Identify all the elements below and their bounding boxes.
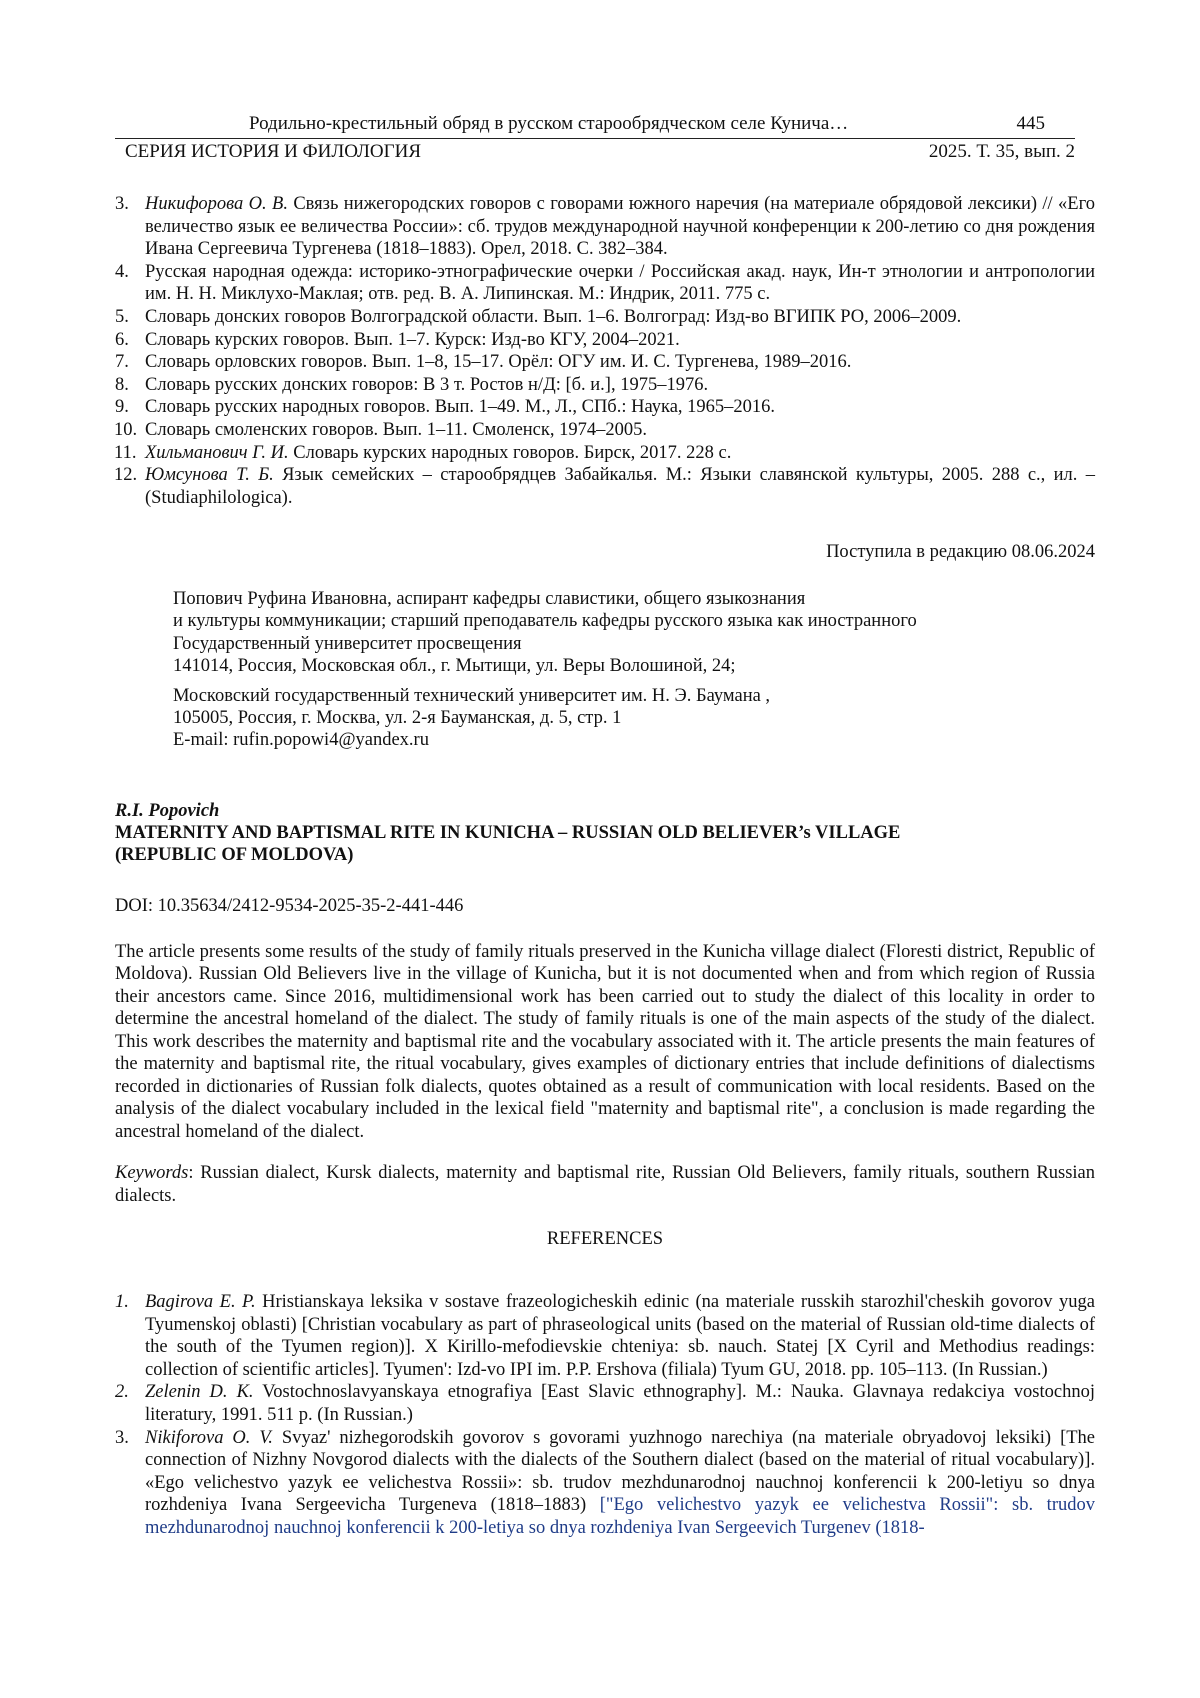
running-title: Родильно-крестильный обряд в русском старообрядческом селе Кунича… xyxy=(249,113,849,134)
reference-text: Словарь донских говоров Волгоградской области. Вып. 1–6. Волгоград: Изд-во ВГИПК РО, 2006–2009. xyxy=(145,306,962,327)
references-heading: REFERENCES xyxy=(546,1229,664,1250)
english-author: R.I. Popovich xyxy=(115,801,220,821)
reference-item xyxy=(115,306,1095,329)
reference-text: Язык семейских – старообрядцев Забайкалья. М.: Языки славянской культуры, 2005. 288 с., ил. – (Studiaphilologica). xyxy=(145,465,1095,508)
english-summary xyxy=(115,800,1095,1250)
reference-list-en xyxy=(115,1291,1095,1540)
journal-volume: 2025. Т. 35, вып. 2 xyxy=(928,141,1075,162)
english-title-line: (REPUBLIC OF MOLDOVA) xyxy=(115,845,354,866)
author-info-line: 141014, Россия, Московская обл., г. Мытищи, ул. Веры Волошиной, 24; xyxy=(173,656,736,677)
reference-text: Словарь курских народных говоров. Бирск, 2017. 228 с. xyxy=(288,442,732,463)
reference-author: Никифорова О. В. xyxy=(145,194,288,214)
reference-number: 5. xyxy=(115,306,129,327)
reference-number: 8. xyxy=(115,374,129,395)
received-date: Поступила в редакцию 08.06.2024 xyxy=(826,542,1095,562)
reference-item xyxy=(115,261,1095,306)
reference-list-ru xyxy=(115,193,1095,509)
reference-author: Zelenin D. K. xyxy=(145,1382,254,1403)
reference-author: Хильманович Г. И. xyxy=(145,442,289,463)
reference-item xyxy=(115,464,1095,509)
reference-author: Юмсунова Т. Б. xyxy=(145,465,274,486)
reference-text: Словарь смоленских говоров. Вып. 1–11. Смоленск, 1974–2005. xyxy=(145,419,648,440)
reference-item xyxy=(115,329,1095,352)
doi: DOI: 10.35634/2412-9534-2025-35-2-441-446 xyxy=(115,895,464,916)
reference-text: Словарь курских говоров. Вып. 1–7. Курск: Изд-во КГУ, 2004–2021. xyxy=(145,329,680,350)
page-number: 445 xyxy=(1016,113,1045,134)
author-info-line: и культуры коммуникации; старший преподаватель кафедры русского языка как иностранного xyxy=(173,611,917,632)
abstract: The article presents some results of the study of family rituals preserved in the Kunicha village dialect (Floresti district, Republic of Moldova). Russian Old Believers live in the village of Kunicha, but it is not documented when and from which region of Russia their ancestors came. Since 2016, multidimensional work has been carried out to study the dialect of this locality in order to determine the ancestral homeland of the dialect. The study of family rituals is one of the main aspects of the study of the dialect. This work describes the maternity and baptismal rite and the vocabulary associated with it. The article presents the main features of the maternity and baptismal rite, the ritual vocabulary, gives examples of dictionary entries that include definitions of dialectisms recorded in dictionaries of Russian folk dialects, quotes obtained as a result of communication with local residents. Based on the analysis of the dialect vocabulary included in the lexical field "maternity and baptismal rite", a conclusion is made regarding the ancestral homeland of the dialect. xyxy=(115,941,1095,1142)
reference-text: Словарь орловских говоров. Вып. 1–8, 15–17. Орёл: ОГУ им. И. С. Тургенева, 1989–2016. xyxy=(145,352,852,373)
keywords-label: Keywords xyxy=(115,1163,189,1184)
author-info-line: Государственный университет просвещения xyxy=(173,633,522,654)
reference-translation-link[interactable]: ["Ego velichestvo yazyk ee velichestva Rossii": sb. trudov mezhdunarodnoj nauchnoj konferencii k 200-letiya so dnya rozhdeniya Ivan Sergeevich Turgenev (1818- xyxy=(145,1495,1095,1538)
reference-author: Nikiforova O. V. xyxy=(145,1427,273,1448)
reference-text: Русская народная одежда: историко-этнографические очерки / Российская акад. наук, Ин-т этнологии и антропологии им. Н. Н. Миклухо-Маклая; отв. ред. В. А. Липинская. М.: Индрик, 2011. 775 с. xyxy=(145,261,1095,305)
reference-number: 10. xyxy=(114,419,138,440)
author-email: E-mail: rufin.popowi4@yandex.ru xyxy=(173,730,429,751)
reference-text: Hristianskaya leksika v sostave frazeologicheskih edinic (na materiale russkih starozhil'cheskih govorov yuga Tyumenskoj oblasti) [Christian vocabulary as part of phraseological units (based on the material of Russian old-time dialects of the south of the Tyumen region)]. X Kirillo-mefodievskie chteniya: sb. nauch. Statej [X Cyril and Methodius readings: collection of scientific articles]. Tyumen': Izd-vo IPI im. P.P. Ershova (filiala) Tyum GU, 2018. pp. 105–113. (In Russian.) xyxy=(145,1292,1095,1380)
reference-item xyxy=(115,1427,1095,1540)
reference-item xyxy=(115,419,1095,442)
author-info-ru xyxy=(173,588,1073,752)
reference-text: Svyaz' nizhegorodskih govorov s govorami yuzhnogo narechiya (na materiale obryadovoj leksiki) [The connection of Nizhny Novgorod dialects with the dialects of the Southern dialect (based on the material of ritual vocabulary)]. «Ego velichestvo yazyk ee velichestva Rossii»: sb. trudov mezhdunarodnoj nauchnoj konferencii k 200-letiyu so dnya rozhdeniya Ivana Sergeevicha Turgeneva (1818–1883) xyxy=(145,1427,1095,1516)
keywords xyxy=(115,1162,1095,1207)
english-title xyxy=(115,822,1095,867)
reference-text: Словарь русских народных говоров. Вып. 1–49. М., Л., СПб.: Наука, 1965–2016. xyxy=(145,397,776,418)
keywords-text: : Russian dialect, Kursk dialects, maternity and baptismal rite, Russian Old Believers, family rituals, southern Russian dialects. xyxy=(115,1163,1095,1206)
reference-item xyxy=(115,374,1095,397)
reference-number: 3. xyxy=(115,1427,129,1448)
reference-number: 6. xyxy=(115,329,129,350)
reference-item xyxy=(115,396,1095,419)
author-info-line: 105005, Россия, г. Москва, ул. 2-я Бауманская, д. 5, стр. 1 xyxy=(173,708,622,729)
reference-number: 4. xyxy=(115,261,129,282)
reference-item xyxy=(115,193,1095,261)
reference-text: Vostochnoslavyanskaya etnografiya [East Slavic ethnography]. M.: Nauka. Glavnaya redakciya vostochnoj literatury, 1991. 511 p. (In Russian.) xyxy=(145,1382,1095,1425)
header-rule xyxy=(115,138,1075,139)
reference-number: 3. xyxy=(115,194,129,214)
journal-series: СЕРИЯ ИСТОРИЯ И ФИЛОЛОГИЯ xyxy=(125,141,422,162)
reference-item xyxy=(115,351,1095,374)
reference-number: 9. xyxy=(115,397,129,418)
reference-text: Связь нижегородских говоров с говорами южного наречия (на материале обрядовой лексики) // «Его величество язык ее величества России»: сб. трудов международной научной конференции к 200-летию со дня рождения Ивана Сергеевича Тургенева (1818–1883). Орел, 2018. С. 382–384. xyxy=(145,194,1095,260)
reference-item xyxy=(115,1381,1095,1426)
reference-item xyxy=(115,1291,1095,1381)
reference-item xyxy=(115,442,1095,465)
reference-number: 12. xyxy=(114,465,138,486)
reference-number: 7. xyxy=(115,352,129,373)
reference-number: 1. xyxy=(115,1292,129,1312)
author-info-line: Московский государственный технический университет им. Н. Э. Баумана , xyxy=(173,685,771,706)
reference-number: 2. xyxy=(115,1382,129,1403)
author-info-line: Попович Руфина Ивановна, аспирант кафедры славистики, общего языкознания xyxy=(173,589,806,609)
reference-author: Bagirova E. P. xyxy=(145,1292,256,1312)
reference-text: Словарь русских донских говоров: В 3 т. Ростов н/Д: [б. и.], 1975–1976. xyxy=(145,374,709,395)
reference-number: 11. xyxy=(114,442,137,463)
english-title-line: MATERNITY AND BAPTISMAL RITE IN KUNICHA – RUSSIAN OLD BELIEVER’s VILLAGE xyxy=(115,823,901,843)
